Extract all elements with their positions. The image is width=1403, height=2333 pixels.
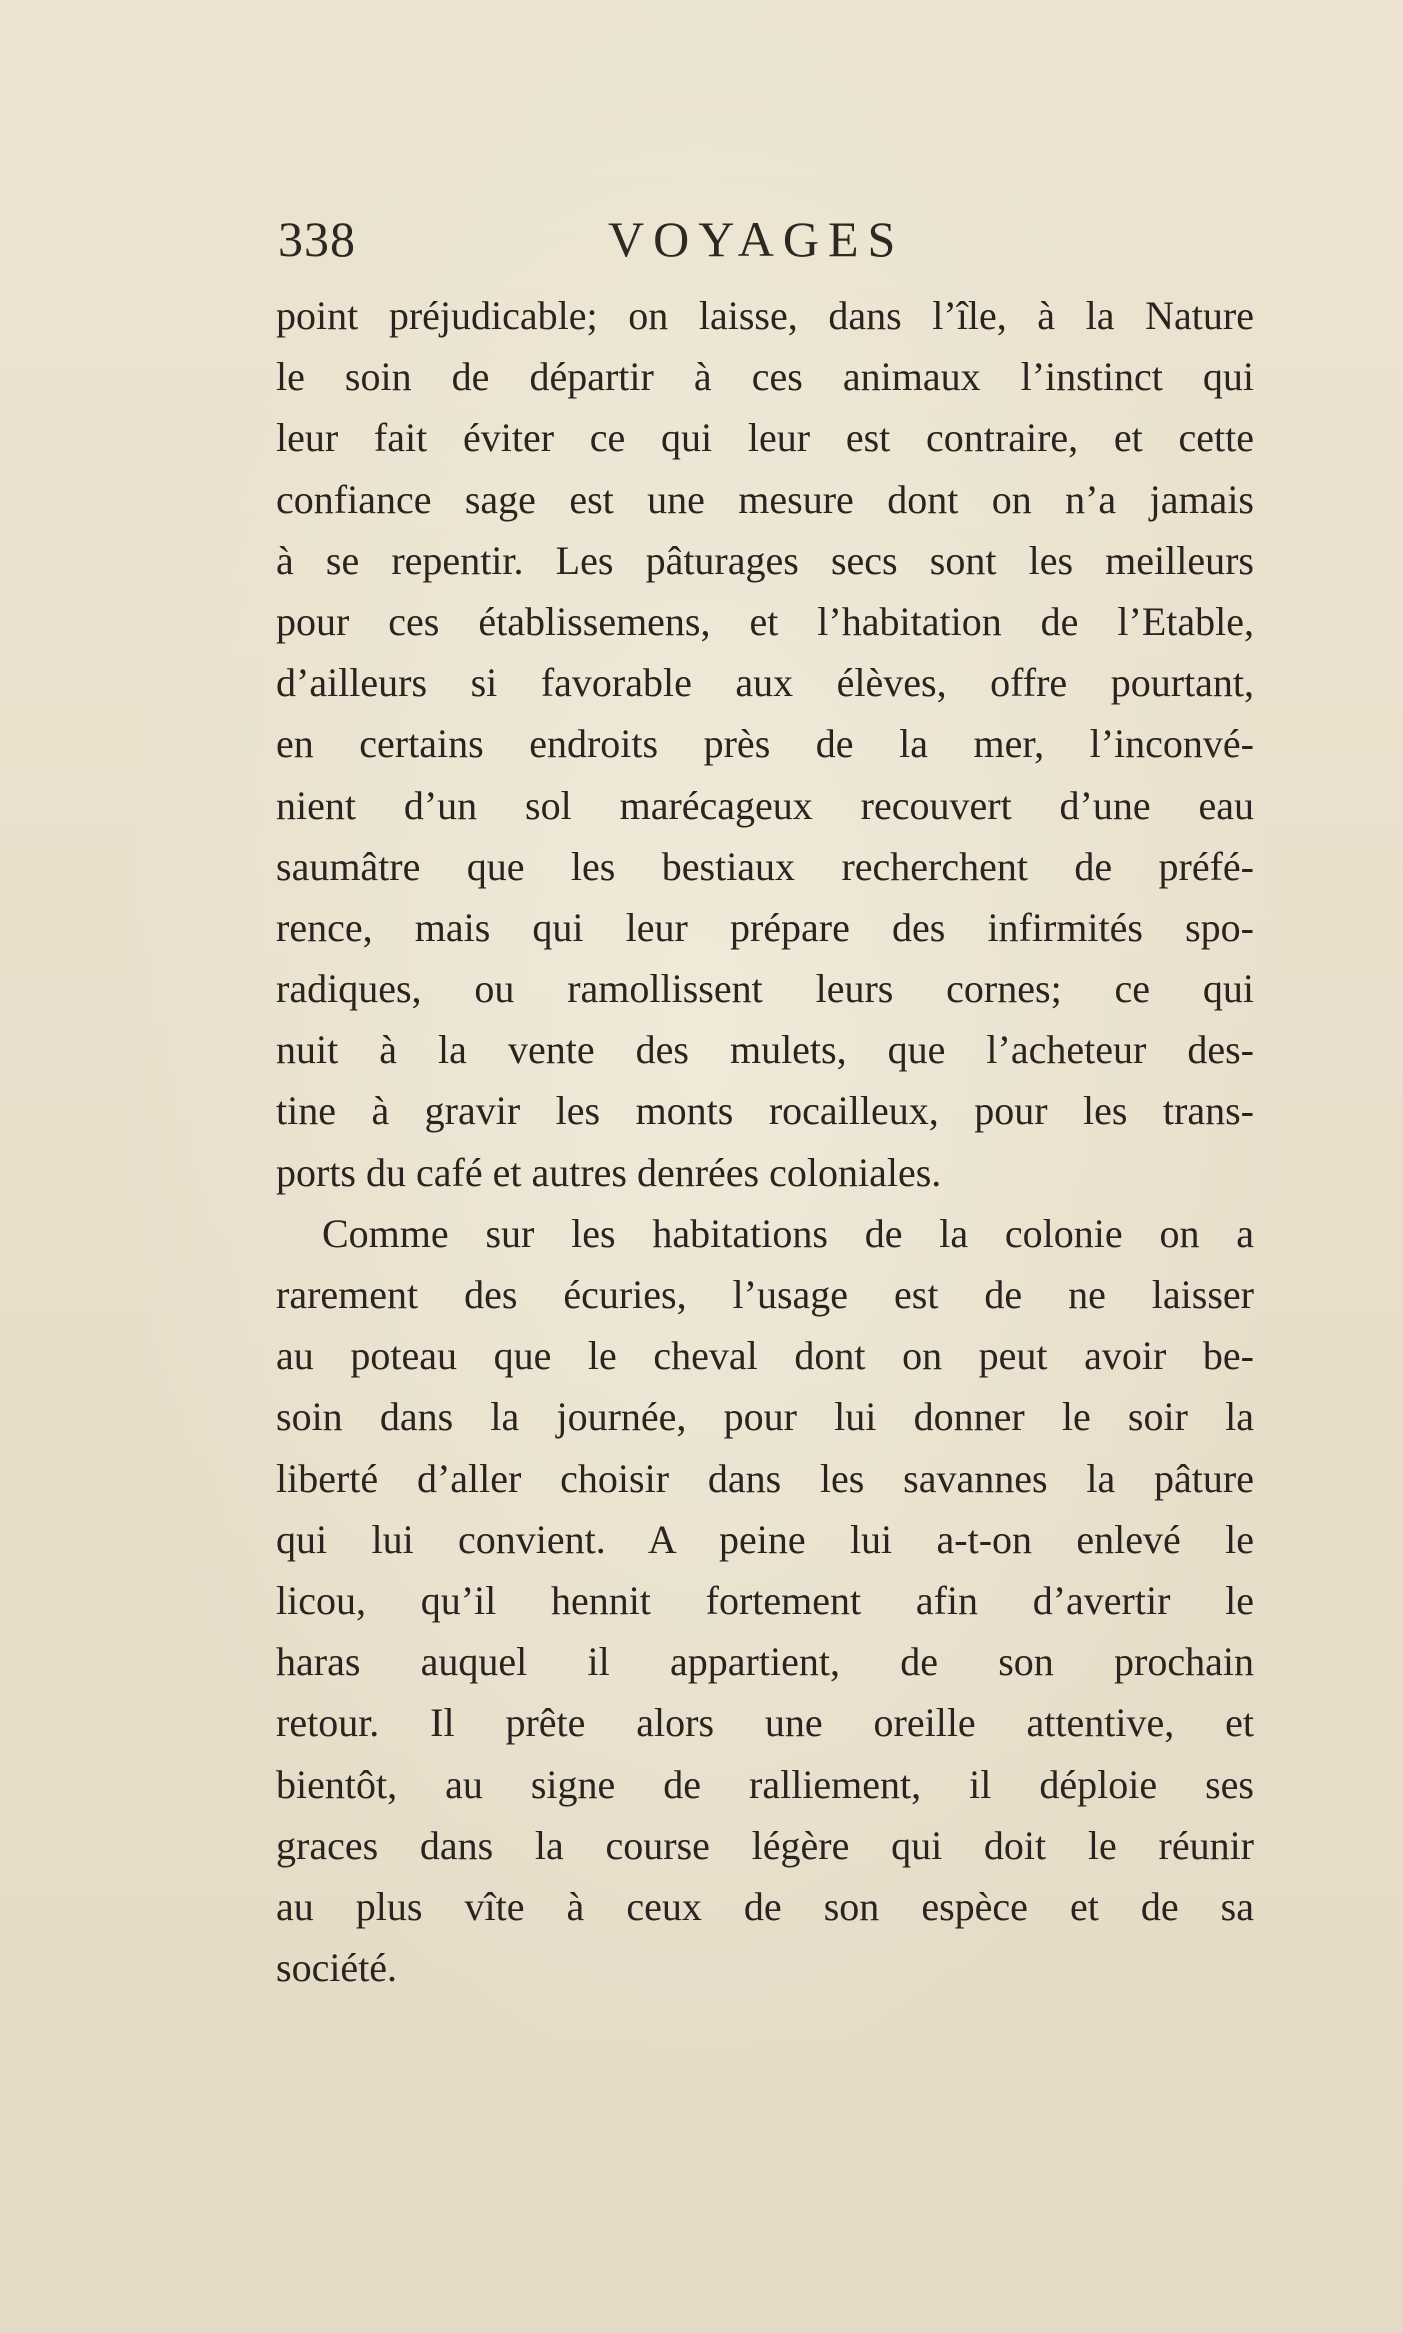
- body-text: [276, 285, 1254, 1998]
- text-line: ports du café et autres denrées coloniales.: [276, 1149, 942, 1195]
- text-line: d’ailleurs si favorable aux élèves, offre pourtant,: [276, 660, 1254, 706]
- text-line: rarement des écuries, l’usage est de ne laisser: [276, 1272, 1254, 1317]
- text-line: point préjudicable; on laisse, dans l’île, à la Nature: [276, 293, 1254, 338]
- text-line: leur fait éviter ce qui leur est contraire, et cette: [276, 415, 1254, 461]
- text-line: le soin de départir à ces animaux l’instinct qui: [276, 354, 1254, 400]
- text-line: licou, qu’il hennit fortement afin d’avertir le: [276, 1577, 1254, 1623]
- text-line: graces dans la course légère qui doit le réunir: [276, 1822, 1254, 1868]
- text-line: à se repentir. Les pâturages secs sont les meilleurs: [276, 537, 1254, 583]
- text-line: bientôt, au signe de ralliement, il déploie ses: [276, 1761, 1254, 1807]
- page-number: 338: [278, 211, 356, 267]
- text-line: nuit à la vente des mulets, que l’acheteur des-: [276, 1027, 1254, 1073]
- running-title: VOYAGES: [608, 211, 905, 267]
- running-head: [278, 210, 1278, 270]
- text-line: saumâtre que les bestiaux recherchent de préfé-: [276, 843, 1254, 889]
- text-line: rence, mais qui leur prépare des infirmités spo-: [276, 904, 1254, 950]
- text-line: tine à gravir les monts rocailleux, pour les trans-: [276, 1088, 1254, 1134]
- text-line: liberté d’aller choisir dans les savannes la pâture: [276, 1455, 1254, 1501]
- text-line: en certains endroits près de la mer, l’inconvé-: [276, 721, 1254, 767]
- text-line: au plus vîte à ceux de son espèce et de sa: [276, 1883, 1254, 1929]
- text-line: retour. Il prête alors une oreille attentive, et: [276, 1700, 1254, 1746]
- text-line: radiques, ou ramollissent leurs cornes; ce qui: [276, 966, 1254, 1012]
- paragraph-2: [276, 1203, 1254, 1998]
- text-line: au poteau que le cheval dont on peut avoir be-: [276, 1333, 1254, 1379]
- paragraph-1: [276, 285, 1254, 1203]
- text-line: pour ces établissemens, et l’habitation de l’Etable,: [276, 598, 1254, 644]
- text-line: société.: [276, 1945, 398, 1991]
- text-line: Comme sur les habitations de la colonie on a: [322, 1210, 1254, 1256]
- text-line: nient d’un sol marécageux recouvert d’une eau: [276, 782, 1254, 828]
- text-line: soin dans la journée, pour lui donner le soir la: [276, 1394, 1254, 1440]
- text-line: qui lui convient. A peine lui a-t-on enlevé le: [276, 1516, 1254, 1562]
- text-line: confiance sage est une mesure dont on n’a jamais: [276, 476, 1254, 522]
- text-line: haras auquel il appartient, de son prochain: [276, 1639, 1254, 1685]
